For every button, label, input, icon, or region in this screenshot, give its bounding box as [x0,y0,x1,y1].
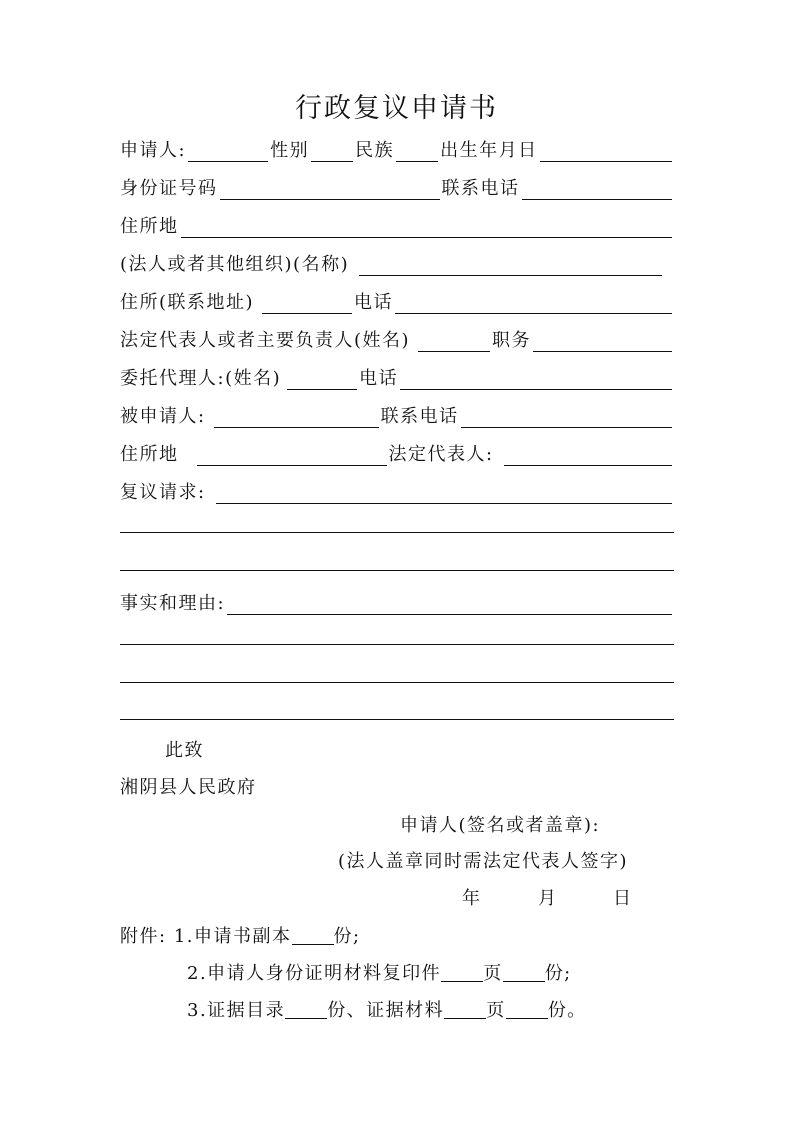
attachment-3-text: 3.证据目录 [187,1000,286,1021]
org-phone-label: 电话 [354,292,394,313]
org-name-field[interactable] [359,255,662,276]
org-name-label: (法人或者其他组织)(名称) [120,254,350,275]
date-month-label: 月 [538,888,558,909]
id-number-label: 身份证号码 [120,178,218,199]
attachment-1-copies-field[interactable] [292,926,334,945]
attachment-3-copies-field[interactable] [506,1000,548,1019]
legal-rep-label: 法定代表人或者主要负责人(姓名) [120,330,411,351]
legal-rep-field[interactable] [418,331,490,352]
respondent-field[interactable] [214,407,379,428]
applicant-label: 申请人: [120,140,187,161]
birth-field[interactable] [540,141,672,162]
attachment-item-3 [187,996,587,1022]
attachment-2-copies-field[interactable] [503,963,545,982]
attachment-3-mid: 份、证据材料 [327,1000,445,1021]
facts-line-2[interactable] [120,644,674,645]
respondent-phone-label: 联系电话 [380,406,459,427]
attachment-3-suffix: 份。 [547,1000,587,1021]
position-label: 职务 [492,330,532,351]
attachment-1-suffix: 份; [333,926,361,947]
respondent-address-row [120,436,674,466]
attachment-3-mid2: 页 [486,1000,506,1021]
org-address-field[interactable] [262,293,352,314]
attachment-item-1 [120,922,361,948]
requests-label: 复议请求: [120,482,206,503]
residence-label: 住所地 [120,216,179,237]
requests-row [120,474,674,504]
attachment-2-pages-field[interactable] [441,963,483,982]
signature-note: (法人盖章同时需法定代表人签字) [338,851,629,872]
respondent-legal-rep-field[interactable] [504,445,672,466]
agent-name-field[interactable] [287,369,357,390]
applicant-name-field[interactable] [188,141,268,162]
date-day-label: 日 [613,888,633,909]
facts-label: 事实和理由: [120,593,226,614]
residence-field[interactable] [181,217,673,238]
attachment-2-mid: 页 [483,963,503,984]
org-phone-field[interactable] [395,293,672,314]
contact-phone-field[interactable] [522,179,673,200]
date-year-label: 年 [462,888,482,909]
attachment-3-pages-field[interactable] [444,1000,486,1019]
ethnicity-label: 民族 [355,140,395,161]
facts-line-3[interactable] [120,682,674,683]
requests-field[interactable] [216,483,672,504]
ethnicity-field[interactable] [396,141,438,162]
contact-phone-label: 联系电话 [441,178,520,199]
requests-line-3[interactable] [120,570,674,571]
facts-field[interactable] [227,594,672,615]
birth-label: 出生年月日 [440,140,538,161]
gender-label: 性别 [270,140,310,161]
gender-field[interactable] [311,141,353,162]
position-field[interactable] [533,331,672,352]
agent-label: 委托代理人:(姓名) [120,368,282,389]
respondent-residence-field[interactable] [197,445,387,466]
attachment-2-suffix: 份; [544,963,572,984]
attachment-2-text: 2.申请人身份证明材料复印件 [187,963,442,984]
residence-row [120,208,674,238]
org-address-label: 住所(联系地址) [120,292,255,313]
signature-label: 申请人(签名或者盖章): [400,815,601,836]
id-row [120,170,674,200]
agent-phone-field[interactable] [400,369,672,390]
salutation: 此致 [165,740,204,761]
respondent-row [120,398,674,428]
respondent-residence-label: 住所地 [120,444,179,465]
attachment-item-2 [187,959,572,985]
legal-rep-row [120,322,674,352]
respondent-phone-field[interactable] [461,407,672,428]
org-address-row [120,284,674,314]
respondent-label: 被申请人: [120,406,206,427]
facts-line-4[interactable] [120,719,674,720]
applicant-row [120,132,674,162]
recipient: 湘阴县人民政府 [120,777,257,798]
agent-row [120,360,674,390]
id-number-field[interactable] [220,179,440,200]
attachment-1-text: 1.申请书副本 [173,926,292,947]
attachments-label: 附件: [120,926,167,947]
page-title: 行政复议申请书 [295,93,498,124]
respondent-legal-rep-label: 法定代表人: [388,444,494,465]
facts-row [120,585,674,615]
agent-phone-label: 电话 [359,368,399,389]
attachment-3-evidence-list-field[interactable] [285,1000,327,1019]
org-name-row [120,246,664,276]
requests-line-2[interactable] [120,532,674,533]
